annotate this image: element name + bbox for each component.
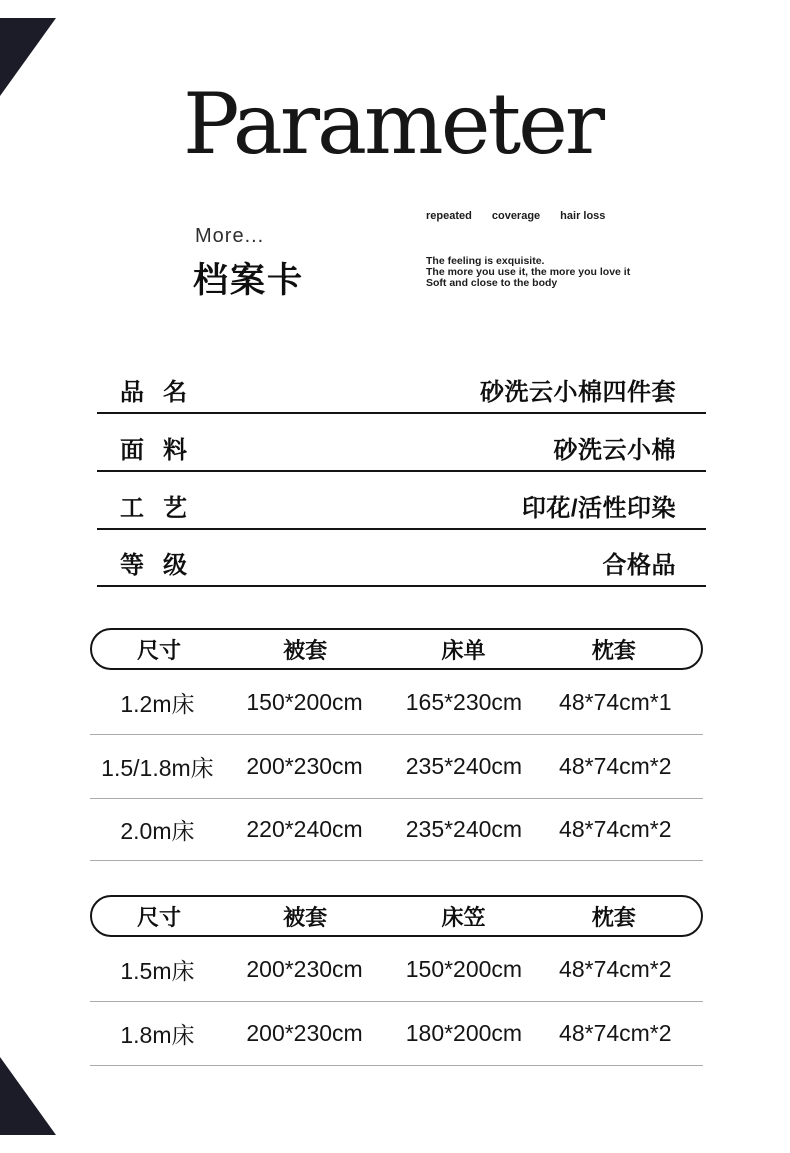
spec-label-char: 品 bbox=[120, 379, 144, 406]
spec-label bbox=[120, 372, 187, 407]
page-title: Parameter bbox=[183, 75, 603, 173]
table-row bbox=[90, 799, 703, 861]
feature-keywords bbox=[426, 210, 605, 222]
table-row bbox=[90, 937, 703, 1002]
spec-value: 印花/活性印染 bbox=[521, 495, 676, 522]
cell-pillow: 48*74cm*1 bbox=[559, 688, 672, 715]
header-cell-size: 尺寸 bbox=[136, 637, 181, 663]
table-row bbox=[90, 735, 703, 799]
cell-duvet: 200*230cm bbox=[246, 955, 363, 982]
cell-fitted: 150*200cm bbox=[405, 955, 523, 982]
spec-label-char: 料 bbox=[163, 437, 187, 464]
cell-duvet: 200*230cm bbox=[246, 1020, 363, 1046]
header-cell-duvet-cover: 被套 bbox=[283, 904, 328, 930]
spec-label bbox=[120, 545, 187, 580]
cell-size: 1.5m床 bbox=[120, 957, 195, 984]
spec-label bbox=[120, 430, 187, 465]
table-row bbox=[90, 670, 703, 735]
cell-pillow: 48*74cm*2 bbox=[559, 1020, 672, 1046]
keyword-coverage: coverage bbox=[491, 210, 541, 222]
header-cell-flat-sheet: 床单 bbox=[441, 637, 486, 663]
spec-row-fabric bbox=[97, 415, 706, 472]
size-table-fitted-sheet bbox=[90, 895, 703, 1066]
spec-label-char: 级 bbox=[163, 552, 187, 579]
spec-row-grade bbox=[97, 530, 706, 587]
cell-fitted: 180*200cm bbox=[405, 1020, 523, 1046]
spec-row-craft bbox=[97, 473, 706, 530]
keyword-repeated: repeated bbox=[426, 210, 472, 222]
cell-sheet: 165*230cm bbox=[405, 688, 523, 715]
tagline-line-2: The more you use it, the more you love it bbox=[426, 265, 631, 278]
cell-pillow: 48*74cm*2 bbox=[559, 816, 672, 842]
subtitle-archive-card: 档案卡 bbox=[193, 261, 305, 300]
cell-pillow: 48*74cm*2 bbox=[559, 955, 672, 982]
corner-accent-top-left bbox=[0, 18, 56, 96]
spec-value: 砂洗云小棉 bbox=[553, 437, 676, 464]
tagline-line-3: Soft and close to the body bbox=[426, 276, 558, 289]
size-table-flat-sheet bbox=[90, 628, 703, 861]
cell-pillow: 48*74cm*2 bbox=[559, 753, 672, 779]
cell-size: 1.2m床 bbox=[120, 690, 195, 717]
cell-sheet: 235*240cm bbox=[405, 816, 523, 842]
spec-label-char: 工 bbox=[120, 495, 144, 522]
header-cell-fitted-sheet: 床笠 bbox=[441, 904, 486, 930]
keyword-hair-loss: hair loss bbox=[560, 210, 606, 222]
spec-row-product-name bbox=[97, 357, 706, 414]
header-cell-pillowcase: 枕套 bbox=[591, 637, 636, 663]
header-cell-duvet-cover: 被套 bbox=[283, 637, 328, 663]
size-table-header bbox=[90, 628, 703, 670]
cell-duvet: 220*240cm bbox=[246, 816, 363, 842]
cell-size: 1.8m床 bbox=[120, 1022, 195, 1048]
cell-size: 2.0m床 bbox=[120, 818, 195, 844]
header-cell-pillowcase: 枕套 bbox=[591, 904, 636, 930]
cell-size: 1.5/1.8m床 bbox=[101, 755, 214, 781]
spec-label-char: 名 bbox=[163, 379, 187, 406]
spec-label-char: 艺 bbox=[163, 495, 187, 522]
spec-value: 砂洗云小棉四件套 bbox=[480, 379, 676, 406]
size-table-header bbox=[90, 895, 703, 937]
header-cell-size: 尺寸 bbox=[136, 904, 181, 930]
cell-sheet: 235*240cm bbox=[405, 753, 523, 779]
spec-value: 合格品 bbox=[602, 552, 676, 579]
cell-duvet: 200*230cm bbox=[246, 753, 363, 779]
spec-label bbox=[120, 488, 187, 523]
corner-accent-bottom-left bbox=[0, 1057, 56, 1135]
more-label: More... bbox=[195, 225, 265, 247]
cell-duvet: 150*200cm bbox=[246, 688, 363, 715]
table-row bbox=[90, 1002, 703, 1066]
spec-label-char: 面 bbox=[120, 437, 144, 464]
tagline bbox=[426, 256, 630, 288]
tagline-line-1: The feeling is exquisite. bbox=[426, 255, 545, 267]
spec-label-char: 等 bbox=[120, 552, 144, 579]
